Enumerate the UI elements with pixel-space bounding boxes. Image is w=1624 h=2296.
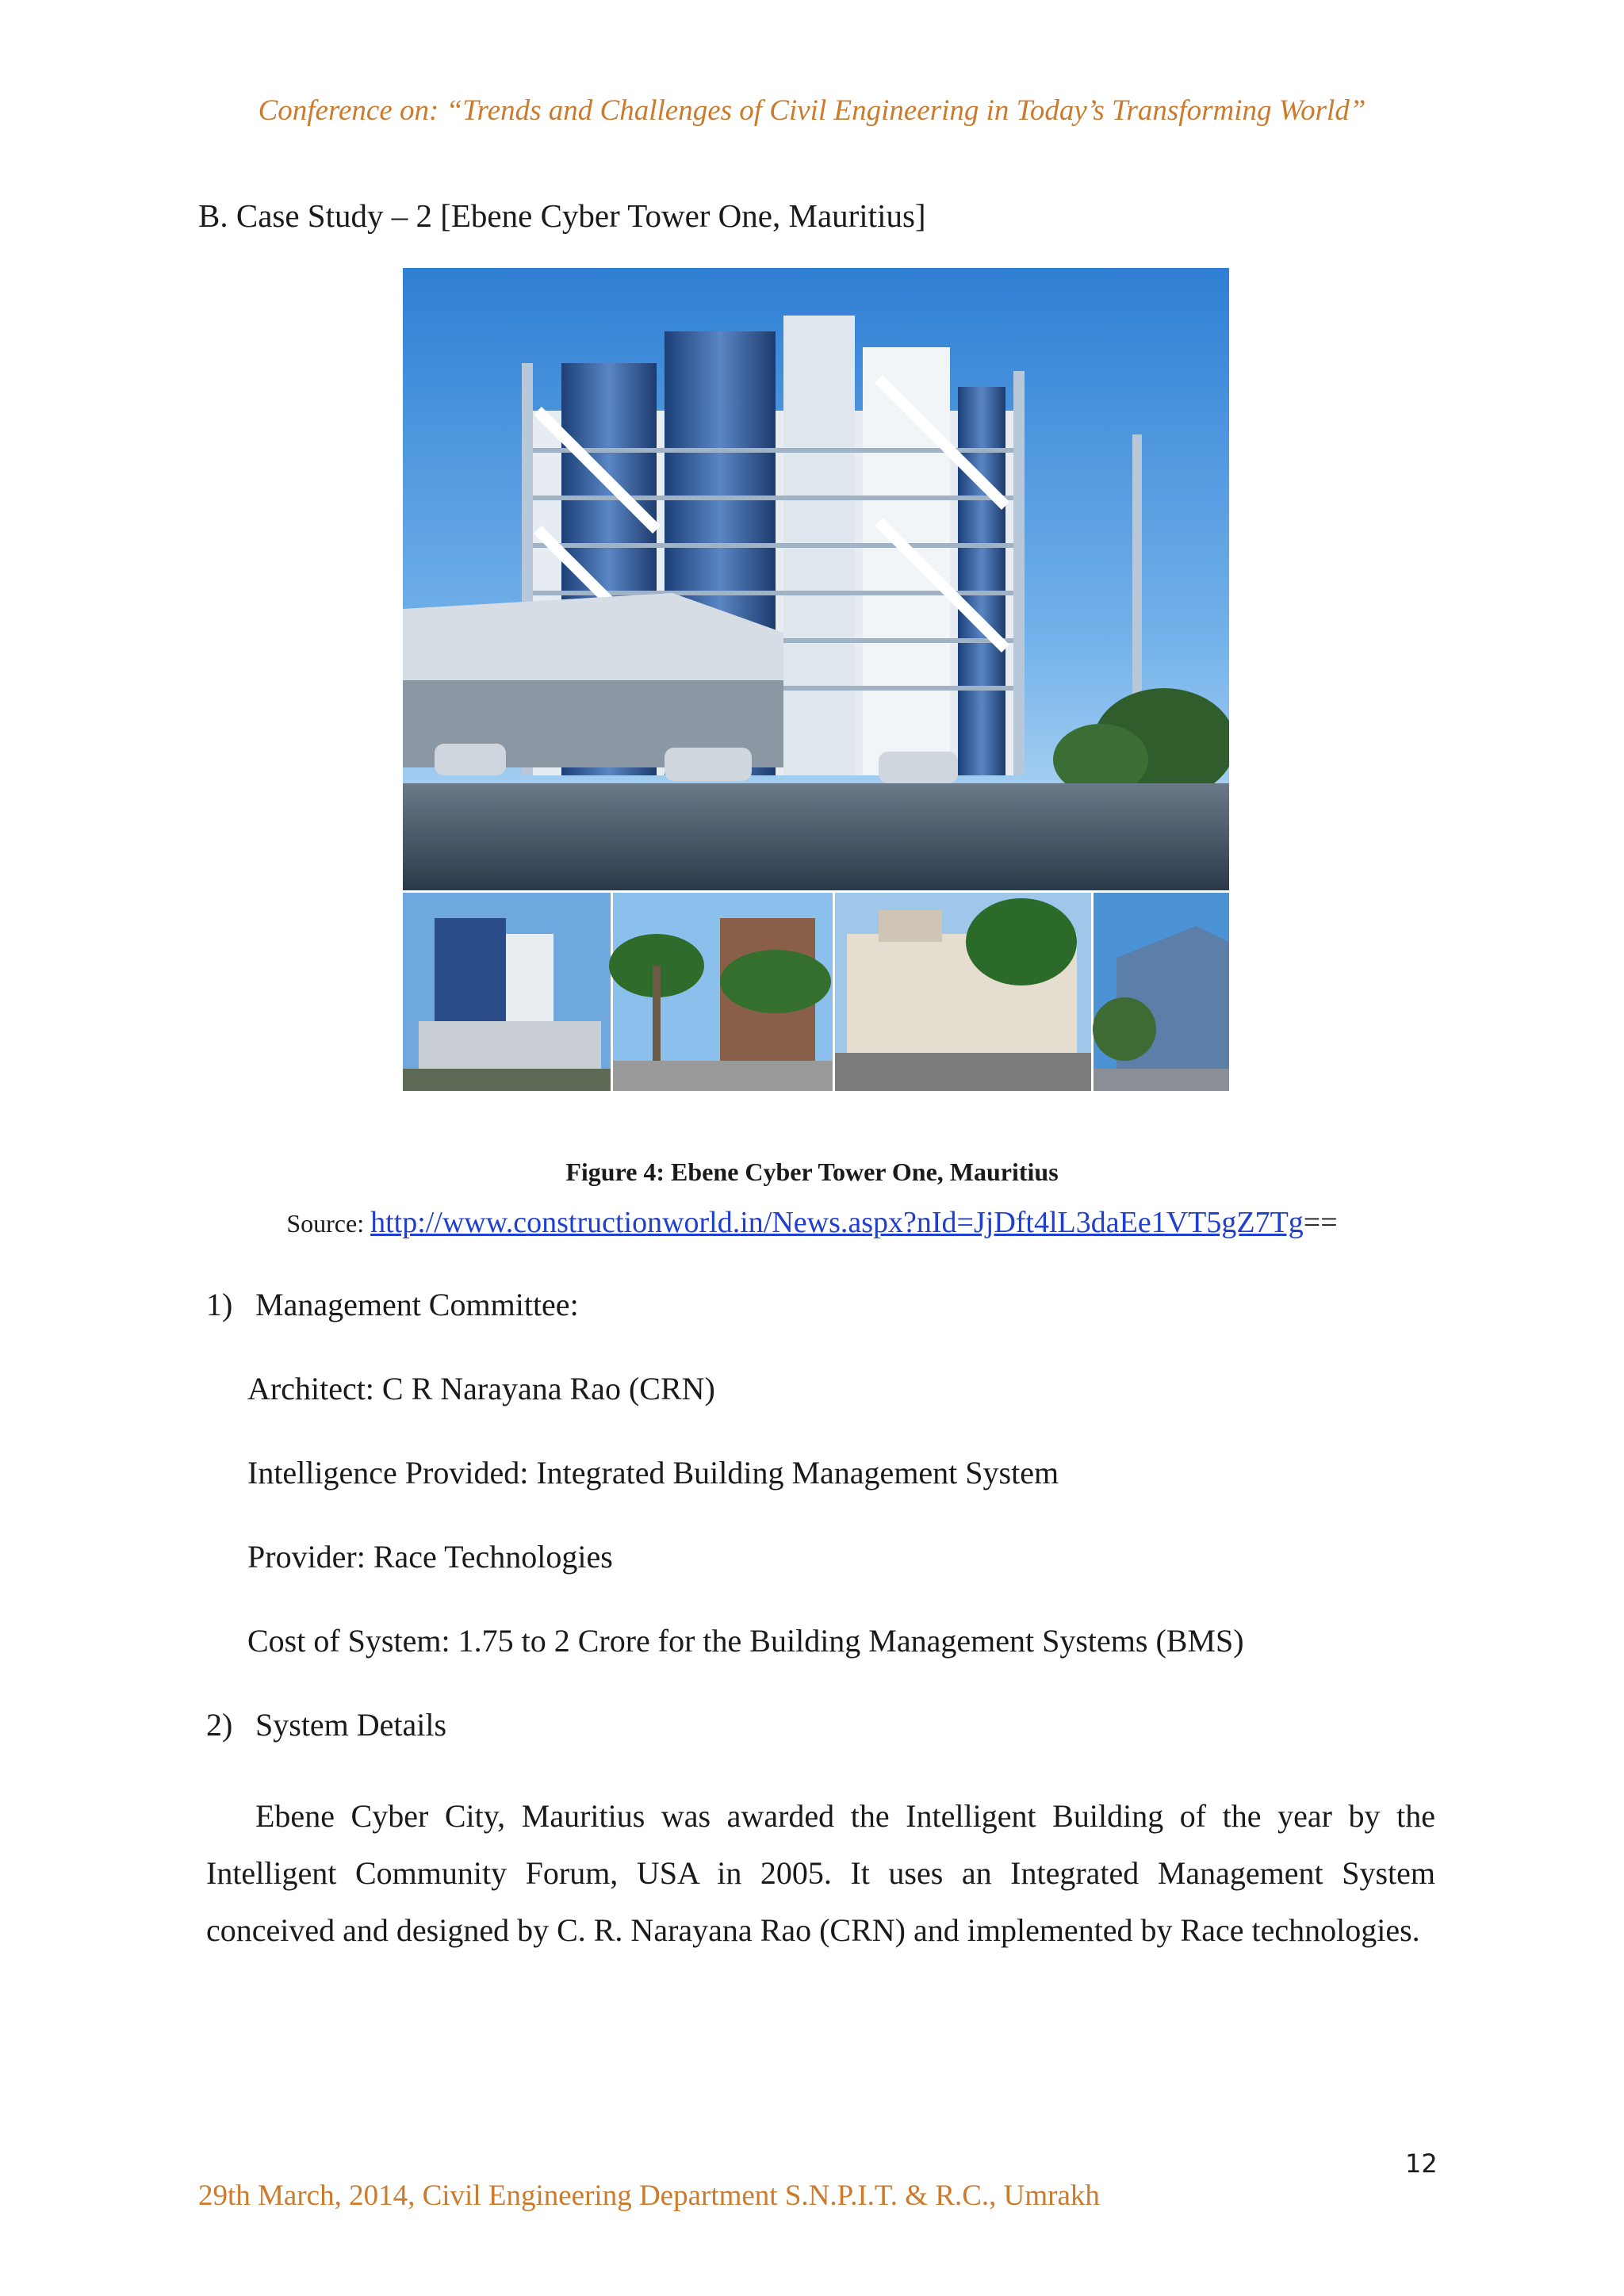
figure-caption: Figure 4: Ebene Cyber Tower One, Mauritius bbox=[565, 1158, 1059, 1186]
detail-cost: Cost of System: 1.75 to 2 Crore for the Building Management Systems (BMS) bbox=[247, 1623, 1244, 1659]
detail-architect: Architect: C R Narayana Rao (CRN) bbox=[247, 1371, 715, 1406]
list-item-title: System Details bbox=[255, 1707, 447, 1743]
detail-provider: Provider: Race Technologies bbox=[247, 1539, 613, 1575]
thumbnail-palm-street bbox=[609, 893, 833, 1091]
thumbnail-tower-view bbox=[403, 893, 611, 1091]
figure-photo-collage bbox=[403, 268, 1229, 1091]
main-photo-tower bbox=[403, 268, 1229, 890]
page-number: 12 bbox=[1405, 2149, 1438, 2179]
list-item-title: Management Committee: bbox=[255, 1287, 579, 1322]
source-label: Source: bbox=[286, 1209, 365, 1238]
thumbnail-glass-building bbox=[1093, 893, 1229, 1091]
thumbnail-colonial-building bbox=[835, 893, 1091, 1091]
body-paragraph: Ebene Cyber City, Mauritius was awarded the Intelligent Building of the year by the Intelligent Community Forum, USA in 2005. It uses an Integrated Management System conceived and designed by C. R. Narayana Rao (CRN) and implemented by Race technologies. bbox=[206, 1798, 1435, 1948]
running-header: Conference on: “Trends and Challenges of Civil Engineering in Today’s Transforming World” bbox=[258, 94, 1366, 127]
source-tail: == bbox=[1303, 1206, 1338, 1239]
list-item-system-details bbox=[206, 1706, 446, 1743]
figure-source bbox=[0, 1205, 1624, 1240]
list-item-number: 1) bbox=[206, 1287, 233, 1322]
section-title: B. Case Study – 2 [Ebene Cyber Tower One, Mauritius] bbox=[198, 197, 926, 234]
source-link[interactable]: http://www.constructionworld.in/News.aspx?nId=JjDft4lL3daEe1VT5gZ7Tg bbox=[370, 1206, 1304, 1239]
list-item-number: 2) bbox=[206, 1707, 233, 1743]
list-item-management-committee bbox=[206, 1286, 579, 1323]
detail-intelligence: Intelligence Provided: Integrated Building Management System bbox=[247, 1455, 1059, 1490]
running-footer: 29th March, 2014, Civil Engineering Department S.N.P.I.T. & R.C., Umrakh bbox=[198, 2179, 1100, 2212]
